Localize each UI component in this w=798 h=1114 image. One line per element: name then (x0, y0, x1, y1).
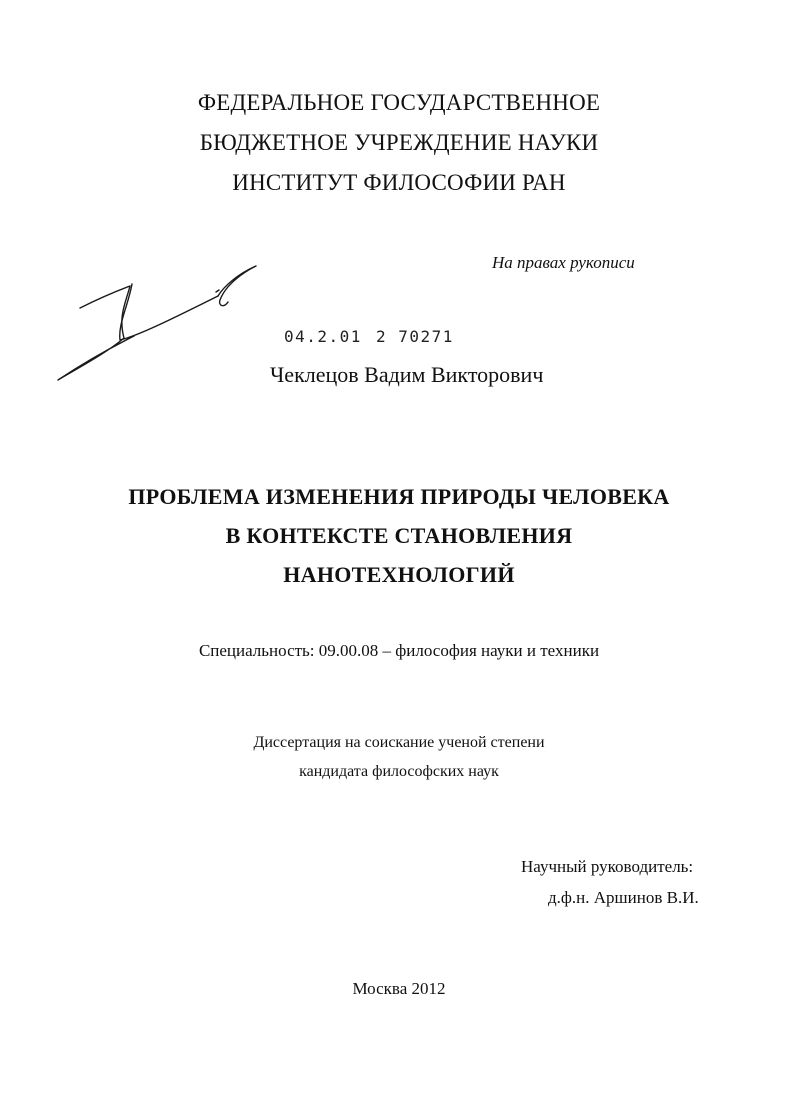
institution-line-1: ФЕДЕРАЛЬНОЕ ГОСУДАРСТВЕННОЕ (197, 90, 601, 115)
degree-line-2: кандидата философских наук (299, 763, 499, 780)
institution-line-3: ИНСТИТУТ ФИЛОСОФИИ РАН (232, 170, 566, 195)
title-line-2: В КОНТЕКСТЕ СТАНОВЛЕНИЯ (225, 523, 573, 548)
stamp-code: 04.2.01 (284, 327, 362, 346)
author-name: Чеклецов Вадим Викторович (270, 362, 544, 387)
stamp-number: 2 70271 (375, 327, 454, 346)
archive-stamp (284, 327, 454, 346)
title-line-1: ПРОБЛЕМА ИЗМЕНЕНИЯ ПРИРОДЫ ЧЕЛОВЕКА (128, 484, 670, 509)
manuscript-note: На правах рукописи (492, 253, 635, 272)
title-line-3: НАНОТЕХНОЛОГИЙ (283, 562, 515, 587)
specialty: Специальность: 09.00.08 – философия науки и техники (198, 641, 600, 660)
city-year: Москва 2012 (352, 979, 446, 998)
institution-line-2: БЮДЖЕТНОЕ УЧРЕЖДЕНИЕ НАУКИ (199, 130, 599, 155)
supervisor-label: Научный руководитель: (521, 857, 694, 876)
signature-icon (48, 256, 268, 384)
supervisor-name: д.ф.н. Аршинов В.И. (548, 888, 699, 907)
degree-line-1: Диссертация на соискание ученой степени (253, 734, 545, 751)
